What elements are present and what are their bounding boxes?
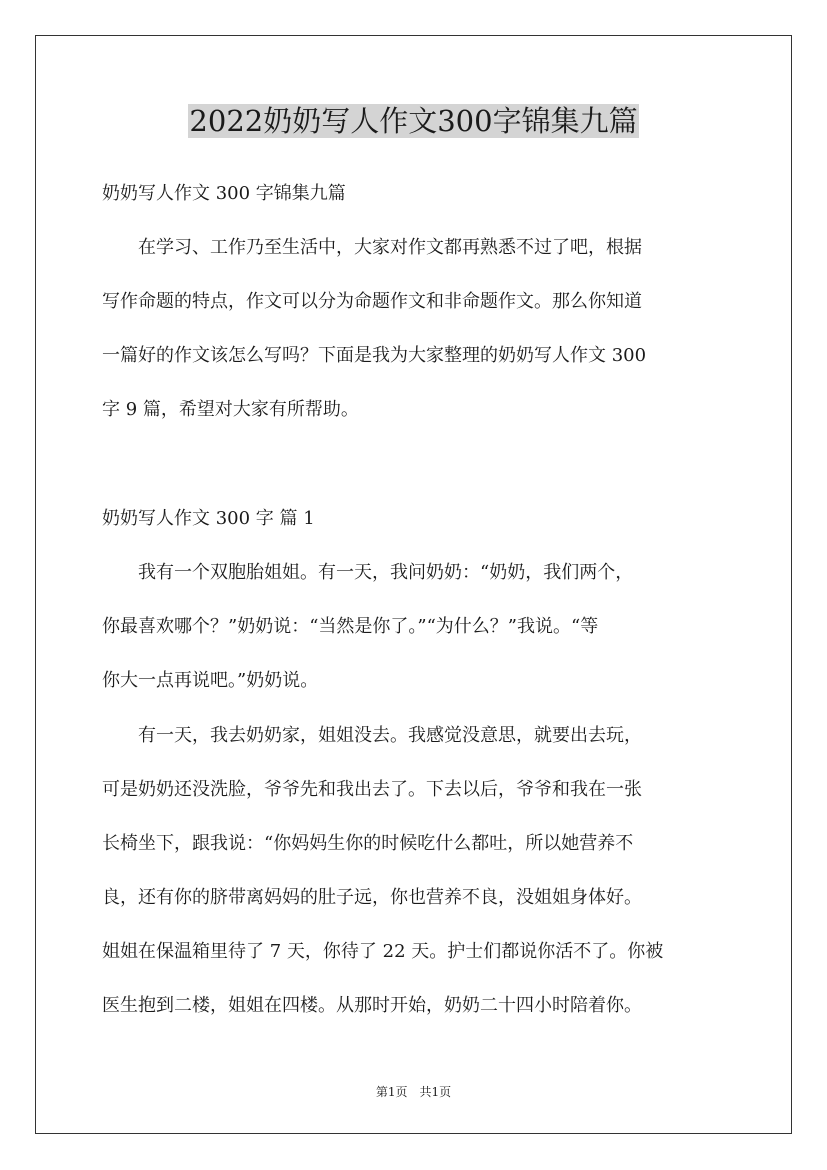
paragraph-line: 你最喜欢哪个？”奶奶说：“当然是你了。”“为什么？”我说。“等 [102,616,599,637]
paragraph-line: 有一天，我去奶奶家，姐姐没去。我感觉没意思，就要出去玩， [102,725,642,746]
paragraph-line: 姐姐在保温箱里待了 7 天，你待了 22 天。护士们都说你活不了。你被 [102,941,664,962]
paragraph-line: 在学习、工作乃至生活中，大家对作文都再熟悉不过了吧，根据 [102,237,642,258]
subtitle-line: 奶奶写人作文 300 字锦集九篇 [102,183,346,204]
paragraph-line: 字 9 篇，希望对大家有所帮助。 [102,399,359,420]
paragraph-line: 一篇好的作文该怎么写吗？下面是我为大家整理的奶奶写人作文 300 [102,345,647,366]
paragraph-line: 良，还有你的脐带离妈妈的肚子远，你也营养不良，没姐姐身体好。 [102,887,642,908]
paragraph-line: 长椅坐下，跟我说：“你妈妈生你的时候吃什么都吐，所以她营养不 [102,833,634,854]
paragraph-line: 医生抱到二楼，姐姐在四楼。从那时开始，奶奶二十四小时陪着你。 [102,995,642,1016]
section-heading: 奶奶写人作文 300 字 篇 1 [102,508,315,529]
document-title-text: 2022奶奶写人作文300字锦集九篇 [189,104,638,138]
paragraph-line: 你大一点再说吧。”奶奶说。 [102,670,319,691]
document-title [0,98,827,144]
paragraph-line: 可是奶奶还没洗脸，爷爷先和我出去了。下去以后，爷爷和我在一张 [102,779,642,800]
paragraph-line: 写作命题的特点，作文可以分为命题作文和非命题作文。那么你知道 [102,291,642,312]
page-number: 第1页 共1页 [375,1085,452,1099]
paragraph-line: 我有一个双胞胎姐姐。有一天，我问奶奶：“奶奶，我们两个， [102,562,634,583]
